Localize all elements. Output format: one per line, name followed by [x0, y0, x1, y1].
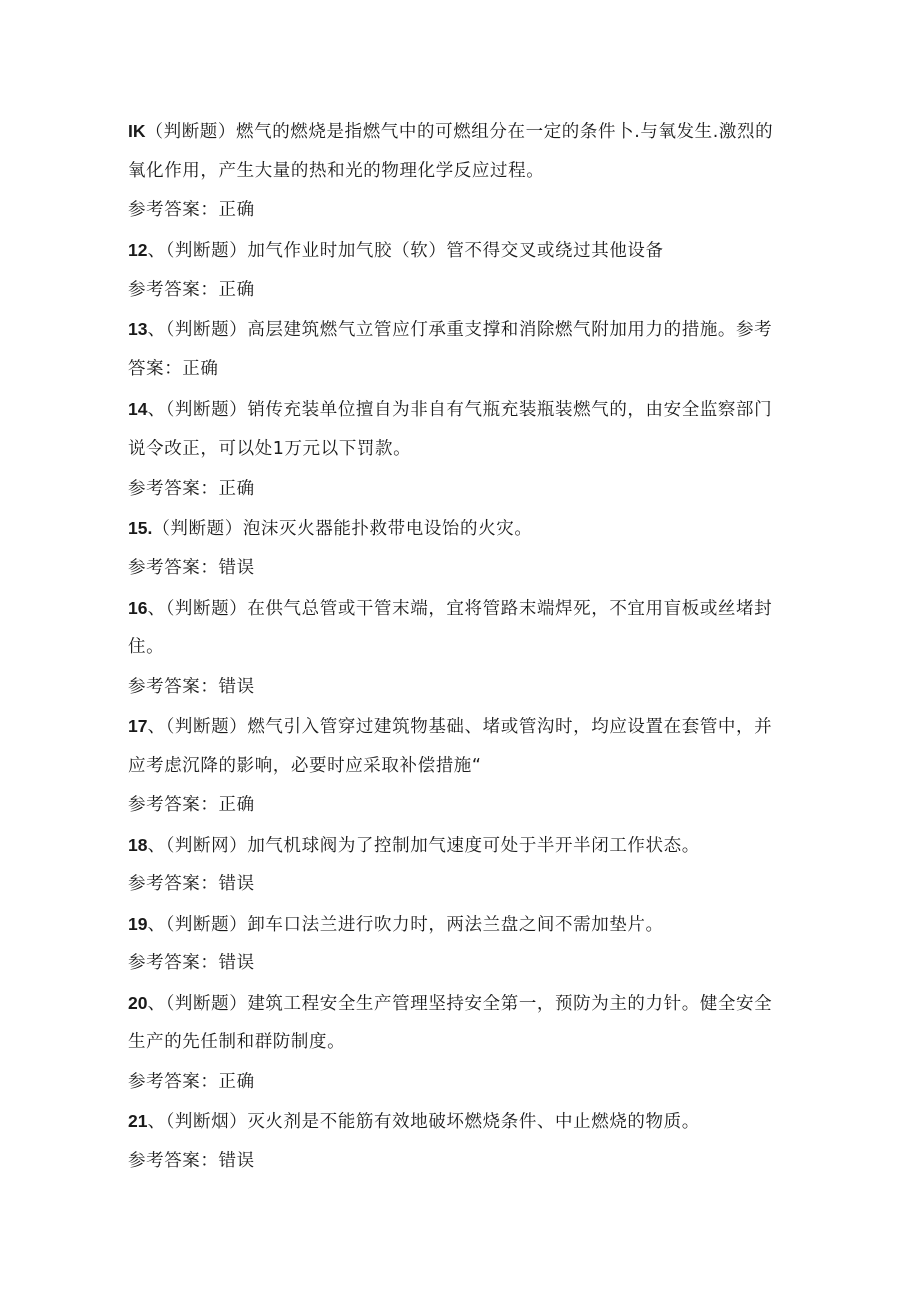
question-text: （判断烟）灭火剂是不能筋有效地破坏燃烧条件、中止燃烧的物质。: [165, 1112, 700, 1132]
question-number: 12: [128, 240, 148, 260]
question-line: [128, 398, 808, 421]
question-line: [128, 755, 808, 777]
question-number: 21: [128, 1111, 148, 1131]
question-line: [128, 239, 808, 262]
question-text: 应考虑沉降的影响，必要时应采取补偿措施“: [128, 756, 482, 776]
question-line: [128, 318, 808, 341]
answer-text: 参考答案：正确: [128, 280, 255, 300]
question-number: 14: [128, 399, 148, 419]
question-number: 20: [128, 993, 148, 1013]
question-line: [128, 160, 808, 182]
answer-line: [128, 794, 808, 816]
question-number: 15.: [128, 518, 153, 538]
question-line: [128, 834, 808, 857]
question-line: [128, 715, 808, 738]
answer-text: 参考答案：正确: [128, 795, 255, 815]
question-text: （判断题）建筑工程安全生产管理坚持安全第一，预防为主的力针。健全安全: [165, 994, 773, 1014]
question-number: 19: [128, 914, 148, 934]
question-separator: 、: [147, 1112, 166, 1132]
answer-text: 参考答案：错误: [128, 874, 255, 894]
answer-line: [128, 873, 808, 895]
question-separator: 、: [147, 241, 166, 261]
answer-text: 参考答案：错误: [128, 558, 255, 578]
question-text: 住。: [128, 637, 165, 657]
question-line: [128, 992, 808, 1015]
question-text: （判断题）燃气引入管穿过建筑物基础、堵或管沟时，均应设置在套管中，并: [165, 717, 773, 737]
question-text: （判断题）燃气的燃烧是指燃气中的可燃组分在一定的条件卜.与氧发生.激烈的: [145, 122, 774, 142]
question-separator: 、: [147, 836, 166, 856]
question-separator: 、: [147, 994, 166, 1014]
question-number: 13: [128, 319, 148, 339]
question-separator: 、: [147, 400, 166, 420]
answer-text: 参考答案：正确: [128, 479, 255, 499]
question-text: （判断题）卸车口法兰进行吹力时，两法兰盘之间不需加垫片。: [165, 915, 664, 935]
question-number: 16: [128, 598, 148, 618]
question-line: [128, 517, 808, 540]
answer-text: 参考答案：错误: [128, 953, 255, 973]
question-separator: 、: [147, 717, 166, 737]
answer-line: [128, 478, 808, 500]
answer-text: 参考答案：错误: [128, 677, 255, 697]
question-text: （判断题）加气作业时加气胶（软）管不得交叉或绕过其他设备: [165, 241, 664, 261]
answer-line: [128, 1071, 808, 1093]
question-line: [128, 597, 808, 620]
question-line: [128, 438, 808, 460]
question-line: [128, 120, 808, 143]
question-separator: 、: [147, 599, 166, 619]
question-line: [128, 1031, 808, 1053]
question-line: [128, 636, 808, 658]
question-number: 18: [128, 835, 148, 855]
question-text: （判断网）加气机球阀为了控制加气速度可处于半开半闭工作状态。: [165, 836, 700, 856]
question-text: 氧化作用，产生大量的热和光的物理化学反应过程。: [128, 161, 545, 181]
question-number: IK: [128, 121, 146, 141]
question-line: [128, 913, 808, 936]
question-separator: 、: [147, 320, 166, 340]
question-line: [128, 1110, 808, 1133]
answer-line: [128, 1150, 808, 1172]
answer-line: [128, 952, 808, 974]
answer-line: [128, 676, 808, 698]
question-line: [128, 358, 808, 380]
answer-line: [128, 557, 808, 579]
answer-line: [128, 279, 808, 301]
question-text: 说令改正，可以处1万元以下罚款。: [128, 439, 412, 459]
question-text: （判断题）在供气总管或干管末端，宜将管路末端焊死，不宜用盲板或丝堵封: [165, 599, 773, 619]
question-text: （判断题）销传充装单位擅自为非自有气瓶充装瓶装燃气的，由安全监察部门: [165, 400, 773, 420]
answer-text: 参考答案：正确: [128, 1072, 255, 1092]
answer-text: 参考答案：正确: [128, 200, 255, 220]
answer-line: [128, 199, 808, 221]
question-separator: 、: [147, 915, 166, 935]
question-number: 17: [128, 716, 148, 736]
question-text: （判断题）高层建筑燃气立管应仃承重支撑和消除燃气附加用力的措施。参考: [165, 320, 773, 340]
question-text: 答案：正确: [128, 359, 219, 379]
question-text: 生产的先任制和群防制度。: [128, 1032, 346, 1052]
answer-text: 参考答案：错误: [128, 1151, 255, 1171]
question-text: （判断题）泡沫灭火器能扑救带电设饴的火灾。: [152, 519, 533, 539]
